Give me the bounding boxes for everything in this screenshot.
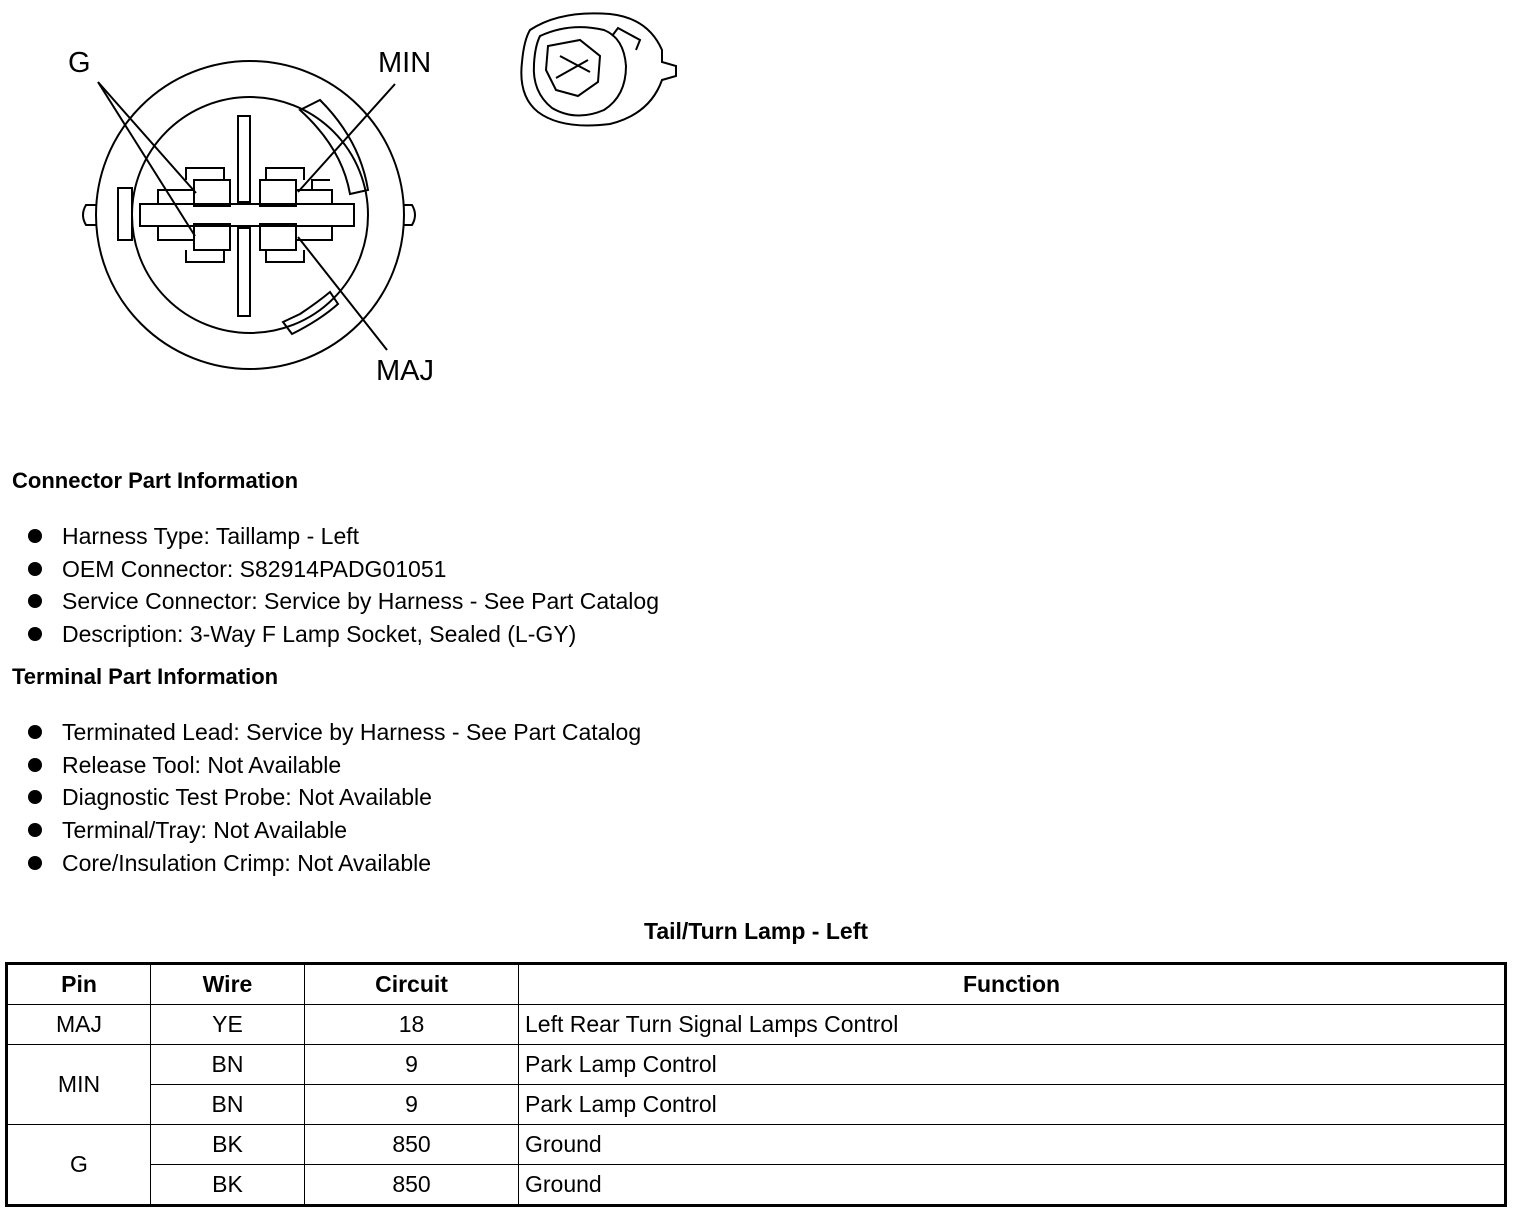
bullet-icon [28, 790, 42, 804]
bullet-icon [28, 627, 42, 641]
table-row [7, 1005, 1506, 1045]
socket-side-view [521, 13, 676, 125]
wire-cell: YE [151, 1005, 305, 1045]
connector-info-list [28, 520, 659, 651]
circuit-cell: 9 [305, 1085, 519, 1125]
column-header-wire: Wire [151, 964, 305, 1005]
list-item: Harness Type: Taillamp - Left [28, 520, 659, 553]
table-row [7, 1085, 1506, 1125]
pinout-table [5, 962, 1507, 1207]
bullet-icon [28, 856, 42, 870]
terminal-info-list [28, 716, 641, 879]
table-title: Tail/Turn Lamp - Left [643, 918, 869, 944]
bullet-icon [28, 562, 42, 576]
circuit-cell: 9 [305, 1045, 519, 1085]
pin-cell: MIN [7, 1045, 151, 1125]
column-header-function: Function [519, 964, 1506, 1005]
connector-diagram [0, 0, 700, 420]
wire-cell: BN [151, 1045, 305, 1085]
list-item: Release Tool: Not Available [28, 749, 641, 782]
bullet-icon [28, 529, 42, 543]
function-cell: Park Lamp Control [519, 1085, 1506, 1125]
list-item: Core/Insulation Crimp: Not Available [28, 847, 641, 880]
table-row [7, 1045, 1506, 1085]
circuit-cell: 18 [305, 1005, 519, 1045]
column-header-circuit: Circuit [305, 964, 519, 1005]
circuit-cell: 850 [305, 1125, 519, 1165]
circuit-cell: 850 [305, 1165, 519, 1206]
label-g: G [68, 47, 91, 79]
connector-info-title: Connector Part Information [12, 468, 299, 493]
table-row [7, 1125, 1506, 1165]
function-cell: Ground [519, 1125, 1506, 1165]
wire-cell: BN [151, 1085, 305, 1125]
label-min: MIN [378, 47, 432, 79]
pin-cell: MAJ [7, 1005, 151, 1045]
bullet-icon [28, 594, 42, 608]
bullet-icon [28, 725, 42, 739]
list-item: Terminal/Tray: Not Available [28, 814, 641, 847]
function-cell: Left Rear Turn Signal Lamps Control [519, 1005, 1506, 1045]
table-row [7, 1165, 1506, 1206]
list-item: Description: 3-Way F Lamp Socket, Sealed (L-GY) [28, 618, 659, 651]
column-header-pin: Pin [7, 964, 151, 1005]
table-header-row [7, 964, 1506, 1005]
wire-cell: BK [151, 1125, 305, 1165]
label-maj: MAJ [376, 355, 434, 387]
bullet-icon [28, 758, 42, 772]
list-item: OEM Connector: S82914PADG01051 [28, 553, 659, 586]
list-item: Service Connector: Service by Harness - See Part Catalog [28, 585, 659, 618]
function-cell: Ground [519, 1165, 1506, 1206]
wire-cell: BK [151, 1165, 305, 1206]
pin-cell: G [7, 1125, 151, 1206]
list-item: Diagnostic Test Probe: Not Available [28, 781, 641, 814]
terminal-info-title: Terminal Part Information [12, 664, 279, 689]
bullet-icon [28, 823, 42, 837]
function-cell: Park Lamp Control [519, 1045, 1506, 1085]
list-item: Terminated Lead: Service by Harness - See Part Catalog [28, 716, 641, 749]
